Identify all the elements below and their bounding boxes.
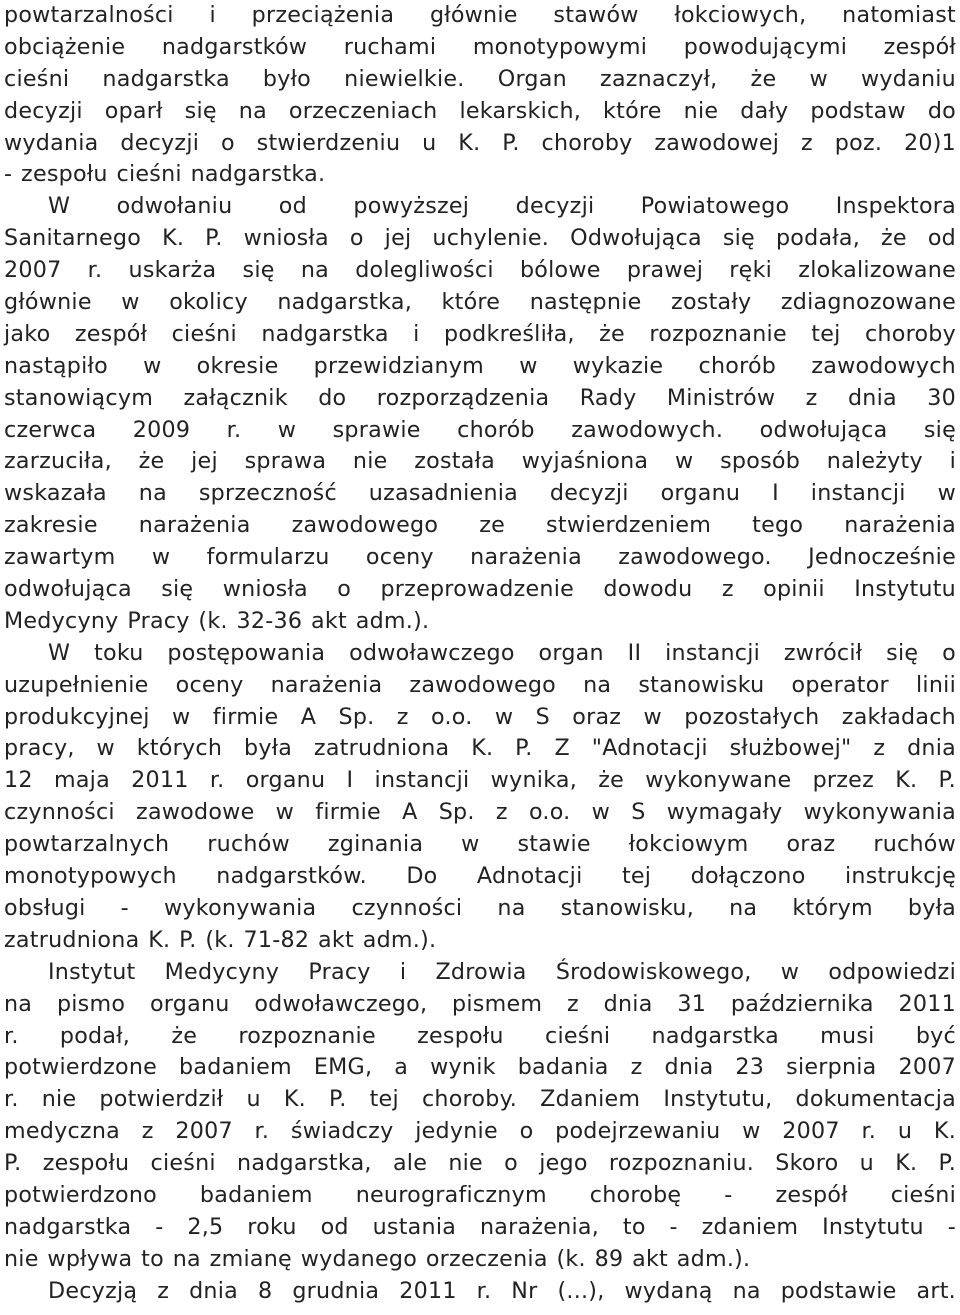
text-line: monotypowych nadgarstków. Do Adnotacji tej dołączono instrukcję	[4, 863, 956, 890]
text-line: W toku postępowania odwoławczego organ II instancji zwrócił się o	[48, 639, 956, 666]
text-line: potwierdzone badaniem EMG, a wynik badania z dnia 23 sierpnia 2007	[4, 1054, 956, 1081]
text-line: na pismo organu odwoławczego, pismem z dnia 31 października 2011	[4, 990, 956, 1017]
text-line: odwołująca się wniosła o przeprowadzenie dowodu z opinii Instytutu	[4, 576, 956, 603]
text-line: uzupełnienie oceny narażenia zawodowego na stanowisku operator linii	[4, 671, 956, 698]
text-line: W odwołaniu od powyższej decyzji Powiatowego Inspektora	[48, 193, 956, 220]
text-line: 2007 r. uskarża się na dolegliwości bólowe prawej ręki zlokalizowane	[4, 257, 956, 284]
text-line: nastąpiło w okresie przewidzianym w wykazie chorób zawodowych	[4, 352, 956, 379]
text-line: Decyzją z dnia 8 grudnia 2011 r. Nr (...), wydaną na podstawie art.	[48, 1277, 956, 1304]
text-line: potwierdzono badaniem neurograficznym chorobę - zespół cieśni	[4, 1181, 956, 1208]
document-page	[4, 0, 956, 1308]
text-line: czerwca 2009 r. w sprawie chorób zawodowych. odwołująca się	[4, 416, 956, 443]
text-line: czynności zawodowe w firmie A Sp. z o.o. w S wymagały wykonywania	[4, 799, 956, 826]
text-line: powtarzalnych ruchów zginania w stawie łokciowym oraz ruchów	[4, 831, 956, 858]
text-line: powtarzalności i przeciążenia głównie stawów łokciowych, natomiast	[4, 2, 956, 28]
text-line: wydania decyzji o stwierdzeniu u K. P. choroby zawodowej z poz. 20)1	[4, 129, 956, 156]
text-line: stanowiącym załącznik do rozporządzenia Rady Ministrów z dnia 30	[4, 384, 956, 411]
text-line: decyzji oparł się na orzeczeniach lekarskich, które nie dały podstaw do	[4, 97, 956, 124]
text-line: wskazała na sprzeczność uzasadnienia decyzji organu I instancji w	[4, 480, 956, 507]
text-line: - zespołu cieśni nadgarstka.	[4, 161, 326, 188]
text-line: obsługi - wykonywania czynności na stanowisku, na którym była	[4, 894, 956, 921]
text-line: zawartym w formularzu oceny narażenia zawodowego. Jednocześnie	[4, 544, 956, 571]
text-line: nadgarstka - 2,5 roku od ustania narażenia, to - zdaniem Instytutu -	[4, 1213, 956, 1240]
text-line: pracy, w których była zatrudniona K. P. Z "Adnotacji służbowej" z dnia	[4, 735, 956, 762]
text-line: Sanitarnego K. P. wniosła o jej uchylenie. Odwołująca się podała, że od	[4, 225, 956, 252]
text-line: r. nie potwierdził u K. P. tej choroby. Zdaniem Instytutu, dokumentacja	[4, 1086, 956, 1113]
text-line: produkcyjnej w firmie A Sp. z o.o. w S oraz w pozostałych zakładach	[4, 703, 956, 730]
text-line: Instytut Medycyny Pracy i Zdrowia Środowiskowego, w odpowiedzi	[48, 958, 956, 985]
text-line: obciążenie nadgarstków ruchami monotypowymi powodującymi zespół	[4, 33, 956, 60]
text-line: głównie w okolicy nadgarstka, które następnie zostały zdiagnozowane	[4, 289, 956, 316]
text-line: Medycyny Pracy (k. 32-36 akt adm.).	[4, 607, 430, 634]
text-line: 12 maja 2011 r. organu I instancji wynika, że wykonywane przez K. P.	[4, 767, 956, 794]
text-line: r. podał, że rozpoznanie zespołu cieśni nadgarstka musi być	[4, 1022, 956, 1049]
text-line: nie wpływa to na zmianę wydanego orzeczenia (k. 89 akt adm.).	[4, 1245, 751, 1272]
text-line: medyczna z 2007 r. świadczy jedynie o podejrzewaniu w 2007 r. u K.	[4, 1118, 956, 1145]
text-line: cieśni nadgarstka było niewielkie. Organ zaznaczył, że w wydaniu	[4, 65, 956, 92]
text-line: zakresie narażenia zawodowego ze stwierdzeniem tego narażenia	[4, 512, 956, 539]
text-line: zatrudniona K. P. (k. 71-82 akt adm.).	[4, 926, 437, 953]
text-line: P. zespołu cieśni nadgarstka, ale nie o jego rozpoznaniu. Skoro u K. P.	[4, 1150, 956, 1177]
text-line: jako zespół cieśni nadgarstka i podkreśliła, że rozpoznanie tej choroby	[4, 320, 956, 347]
text-line: zarzuciła, że jej sprawa nie została wyjaśniona w sposób należyty i	[4, 448, 956, 475]
